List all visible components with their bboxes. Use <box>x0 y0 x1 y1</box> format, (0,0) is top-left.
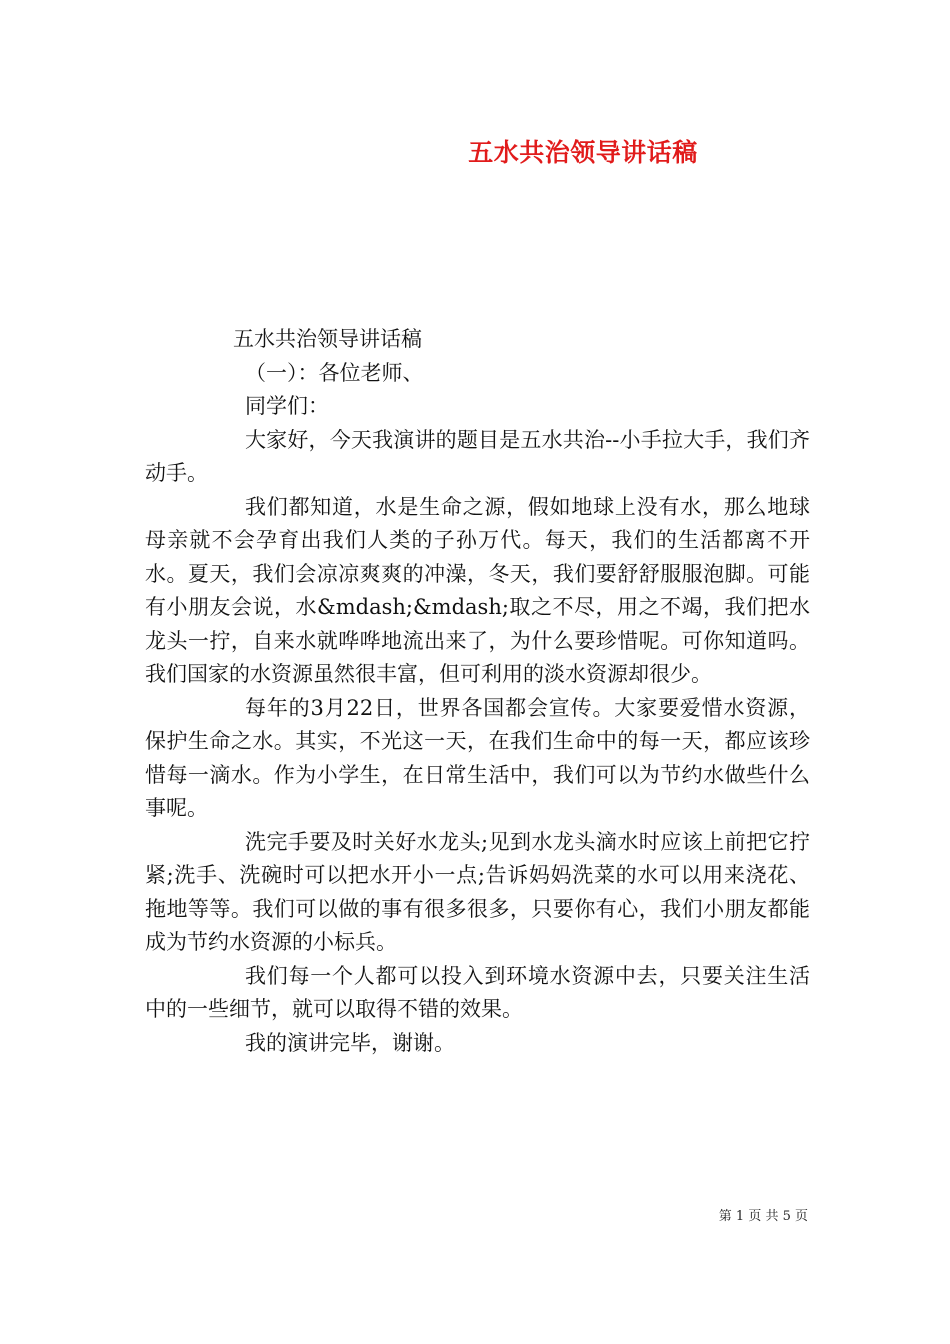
document-body <box>145 323 810 1060</box>
paragraph-water-day: 每年的3月22日，世界各国都会宣传。大家要爱惜水资源，保护生命之水。其实，不光这一天，在我们生命中的每一天，都应该珍惜每一滴水。作为小学生，在日常生活中，我们可以为节约水做些什么事呢。 <box>145 695 810 820</box>
sub-heading: （一）：各位老师、 <box>245 360 424 385</box>
paragraph-greeting: 大家好，今天我演讲的题目是五水共治--小手拉大手，我们齐动手。 <box>145 427 810 485</box>
inner-title: 五水共治领导讲话稿 <box>233 327 422 351</box>
document-title: 五水共治领导讲话稿 <box>468 138 698 167</box>
paragraph-water-source: 我们都知道，水是生命之源，假如地球上没有水，那么地球母亲就不会孕育出我们人类的子孙万代。每天，我们的生活都离不开水。夏天，我们会凉凉爽爽的冲澡，冬天，我们要舒舒服服泡脚。可能有小朋友会说，水&mdash;&mdash;取之不尽，用之不竭，我们把水龙头一拧，自来水就哗哗地流出来了，为什么要珍惜呢。可你知道吗。我们国家的水资源虽然很丰富，但可利用的淡水资源却很少。 <box>145 494 810 686</box>
salutation: 同学们： <box>245 394 329 418</box>
page-footer: 第 1 页 共 5 页 <box>718 1209 808 1224</box>
paragraph-save-water-tips: 洗完手要及时关好水龙头;见到水龙头滴水时应该上前把它拧紧;洗手、洗碗时可以把水开小一点;告诉妈妈洗菜的水可以用来浇花、拖地等等。我们可以做的事有很多很多，只要你有心，我们小朋友都能成为节约水资源的小标兵。 <box>145 829 810 954</box>
paragraph-everyone-can-help: 我们每一个人都可以投入到环境水资源中去，只要关注生活中的一些细节，就可以取得不错的效果。 <box>145 963 810 1021</box>
paragraph-closing: 我的演讲完毕，谢谢。 <box>245 1030 455 1055</box>
